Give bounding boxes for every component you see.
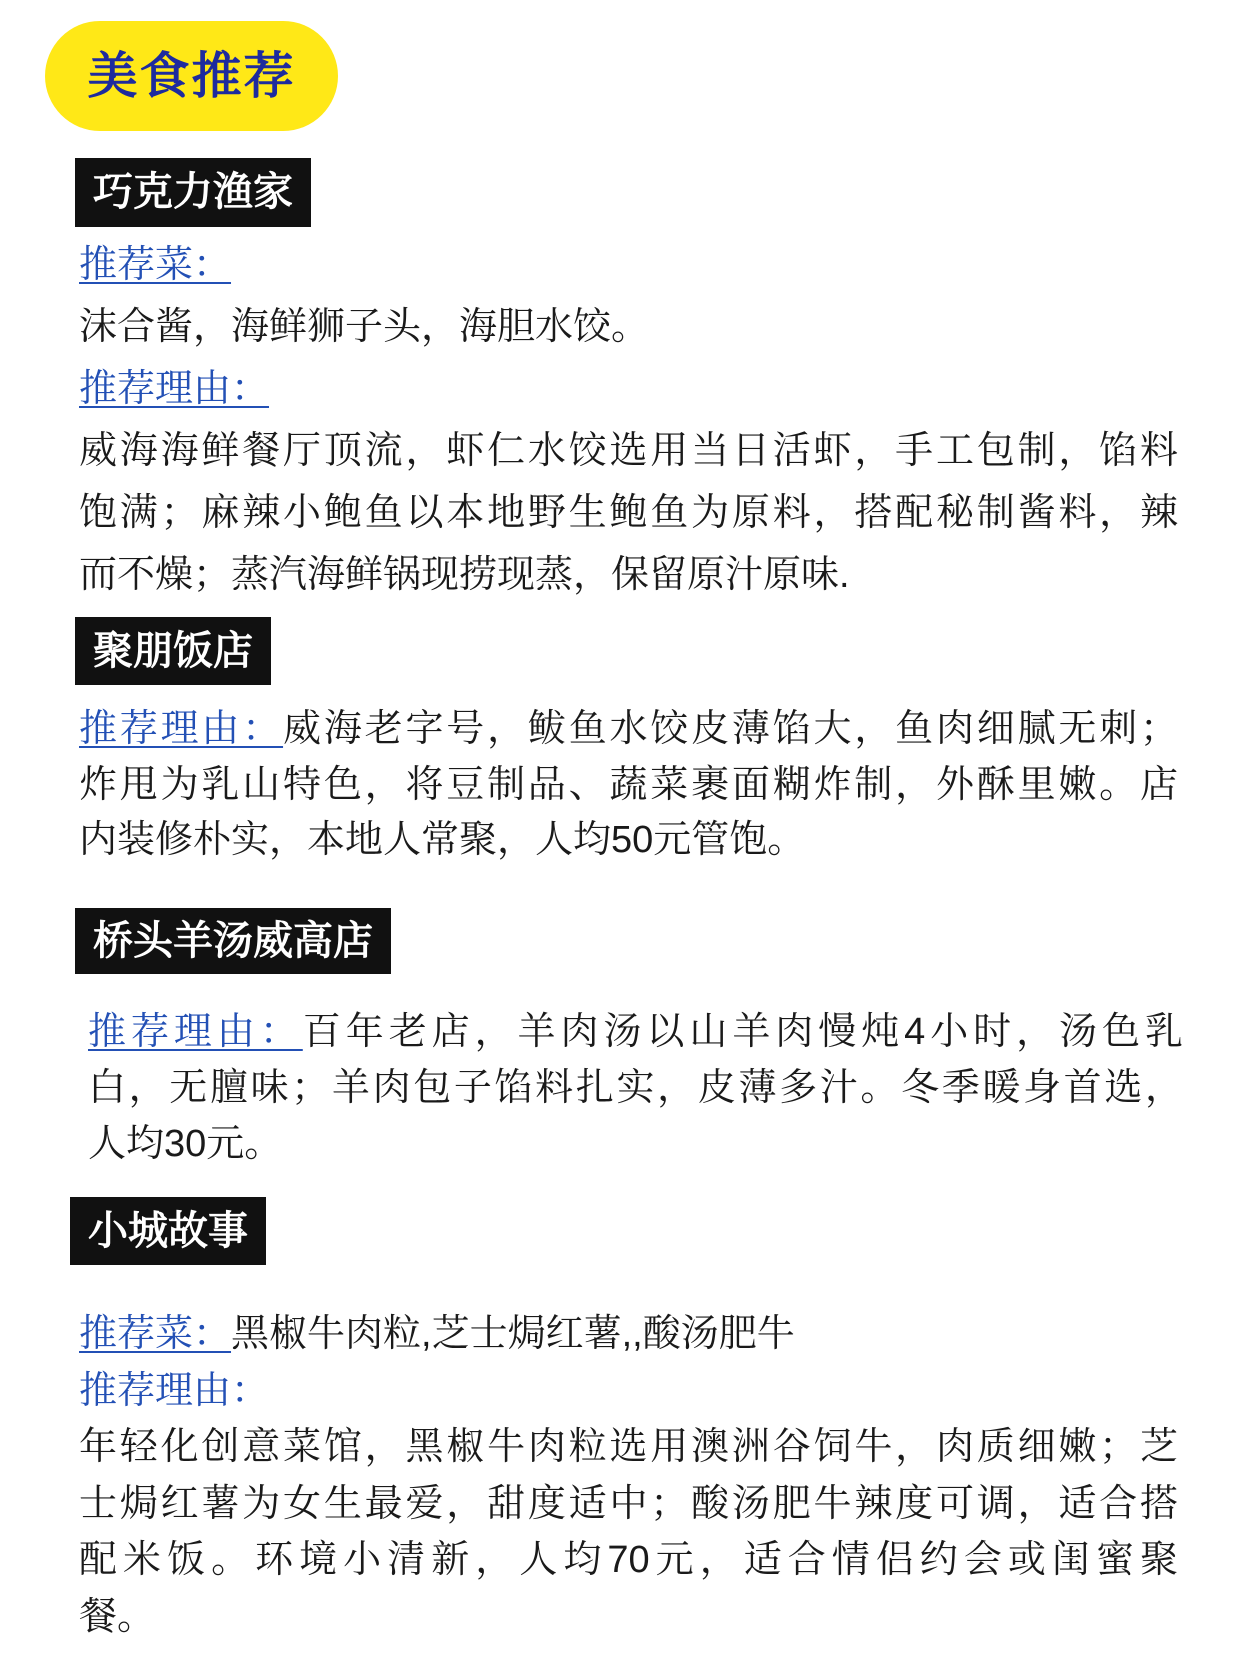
reason-text-line: 而不燥；蒸汽海鲜锅现捞现蒸，保留原汁原味. <box>79 554 850 596</box>
restaurant-name-header <box>75 617 271 685</box>
reason-label: 推荐理由： <box>88 1011 303 1053</box>
restaurant-details <box>79 234 1178 606</box>
reason-text-line: 年轻化创意菜馆，黑椒牛肉粒选用澳洲谷饲牛，肉质细嫩；芝 <box>79 1426 1178 1468</box>
reason-text: 百年老店，羊肉汤以山羊肉慢炖4小时，汤色乳 <box>302 1011 1183 1053</box>
reason-label-line <box>79 358 1178 420</box>
section-title: 美食推荐 <box>87 48 296 104</box>
restaurant-details <box>88 1004 1183 1172</box>
reason-label-line <box>79 1363 1178 1420</box>
dishes-label: 推荐菜： <box>79 1313 232 1355</box>
reason-text-line <box>79 702 1178 758</box>
section-title-badge <box>45 21 338 131</box>
dishes-text: 沫合酱，海鲜狮子头，海胆水饺。 <box>79 306 650 348</box>
reason-text-line <box>88 1004 1183 1060</box>
reason-text-line: 内装修朴实，本地人常聚，人均50元管饱。 <box>79 819 806 861</box>
restaurant-name: 桥头羊汤威高店 <box>93 919 373 963</box>
reason-label: 推荐理由： <box>79 1369 270 1412</box>
reason-label: 推荐理由： <box>79 708 284 750</box>
restaurant-name: 巧克力渔家 <box>93 170 293 214</box>
restaurant-name-header <box>75 158 311 227</box>
restaurant-name: 聚朋饭店 <box>93 629 253 673</box>
dishes-label: 推荐菜： <box>79 244 232 286</box>
dishes-label-line <box>79 234 1178 296</box>
restaurant-name-header <box>75 908 391 974</box>
dishes-text: 黑椒牛肉粒,芝士焗红薯,,酸汤肥牛 <box>231 1313 795 1355</box>
reason-text-line: 威海海鲜餐厅顶流，虾仁水饺选用当日活虾，手工包制，馅料 <box>79 430 1178 472</box>
reason-text: 威海老字号，鲅鱼水饺皮薄馅大，鱼肉细腻无刺； <box>283 708 1178 750</box>
dishes-line <box>79 1306 1178 1363</box>
reason-text-line: 饱满；麻辣小鲍鱼以本地野生鲍鱼为原料，搭配秘制酱料，辣 <box>79 492 1178 534</box>
reason-text-line: 配米饭。环境小清新，人均70元，适合情侣约会或闺蜜聚 <box>79 1539 1178 1581</box>
reason-text-line: 白，无膻味；羊肉包子馅料扎实，皮薄多汁。冬季暖身首选， <box>88 1067 1183 1109</box>
reason-text-line: 人均30元。 <box>88 1123 283 1165</box>
restaurant-name: 小城故事 <box>88 1209 248 1253</box>
restaurant-details <box>79 702 1178 869</box>
reason-text-line: 士焗红薯为女生最爱，甜度适中；酸汤肥牛辣度可调，适合搭 <box>79 1482 1178 1525</box>
restaurant-details <box>79 1306 1178 1645</box>
restaurant-name-header <box>70 1197 266 1265</box>
reason-label: 推荐理由： <box>79 368 270 410</box>
reason-text-line: 炸甩为乳山特色，将豆制品、蔬菜裹面糊炸制，外酥里嫩。店 <box>79 763 1178 806</box>
reason-text-line: 餐。 <box>79 1595 156 1638</box>
